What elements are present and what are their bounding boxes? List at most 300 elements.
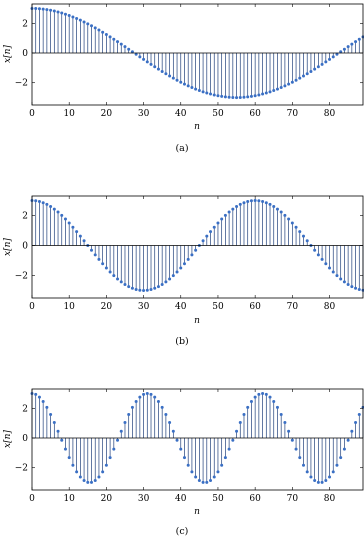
panel-a-marker-7 <box>57 10 60 13</box>
panel-c-marker-57 <box>242 413 245 416</box>
panel-b-marker-24 <box>120 280 123 283</box>
panel-a-marker-55 <box>235 96 238 99</box>
panel-b-ylabel: x[n] <box>3 238 13 256</box>
panel-c-marker-27 <box>131 406 134 409</box>
panel-b <box>3 196 364 347</box>
panel-b-marker-64 <box>269 203 272 206</box>
panel-c-marker-42 <box>187 464 190 467</box>
panel-c-marker-87 <box>354 421 357 424</box>
panel-a-frame <box>32 4 363 105</box>
panel-b-marker-20 <box>105 267 108 270</box>
panel-c-marker-39 <box>176 439 179 442</box>
panel-a-marker-26 <box>127 48 130 51</box>
panel-a-marker-79 <box>324 60 327 63</box>
panel-c-marker-67 <box>280 413 283 416</box>
panel-b-marker-65 <box>272 205 275 208</box>
panel-b-marker-54 <box>231 208 234 211</box>
panel-a-marker-60 <box>254 94 257 97</box>
panel-c-ytick-label--2: −2 <box>14 463 28 474</box>
panel-a-marker-14 <box>83 20 86 23</box>
panel-c-marker-60 <box>254 396 257 399</box>
panel-a-marker-63 <box>265 92 268 95</box>
panel-c-marker-54 <box>231 439 234 442</box>
panel-a-marker-12 <box>75 17 78 20</box>
panel-c-marker-65 <box>272 400 275 403</box>
panel-a-marker-71 <box>295 79 298 82</box>
panel-b-caption: (b) <box>175 336 189 347</box>
panel-b-marker-77 <box>317 253 320 256</box>
panel-a-marker-64 <box>269 90 272 93</box>
panel-c-marker-61 <box>257 393 260 396</box>
panel-b-marker-63 <box>265 201 268 204</box>
panel-a-ylabel: x[n] <box>3 45 13 63</box>
panel-c-marker-58 <box>246 406 249 409</box>
panel-b-marker-8 <box>60 214 63 217</box>
panel-b-marker-18 <box>97 258 100 261</box>
panel-c-marker-49 <box>213 475 216 478</box>
panel-a-marker-56 <box>239 96 242 99</box>
panel-c-marker-35 <box>161 406 164 409</box>
panel-c-marker-15 <box>86 481 89 484</box>
panel-a-marker-49 <box>213 93 216 96</box>
panel-c-marker-4 <box>45 406 48 409</box>
panel-c-marker-24 <box>120 430 123 433</box>
panel-c-marker-72 <box>298 456 301 459</box>
panel-a-marker-5 <box>49 9 52 12</box>
panel-b-xtick-label-30: 30 <box>137 302 150 312</box>
panel-a-marker-86 <box>350 43 353 46</box>
panel-b-marker-67 <box>280 211 283 214</box>
panel-c-xtick-label-80: 80 <box>323 494 336 504</box>
panel-b-xtick-label-60: 60 <box>249 302 261 312</box>
panel-c-marker-32 <box>150 393 153 396</box>
panel-c-marker-52 <box>224 456 227 459</box>
panel-a-marker-10 <box>68 14 71 17</box>
panel-b-marker-6 <box>53 208 56 211</box>
panel-a-marker-80 <box>328 58 331 61</box>
panel-a-marker-51 <box>220 95 223 98</box>
panel-a-marker-3 <box>42 8 45 11</box>
panel-b-marker-55 <box>235 205 238 208</box>
panel-b-marker-57 <box>242 201 245 204</box>
panel-b-marker-56 <box>239 203 242 206</box>
panel-b-marker-82 <box>335 274 338 277</box>
panel-b-marker-17 <box>94 253 97 256</box>
panel-b-marker-5 <box>49 205 52 208</box>
panel-c-marker-45 <box>198 479 201 482</box>
panel-a-marker-8 <box>60 12 63 15</box>
panel-c-marker-85 <box>347 439 350 442</box>
panel-a-marker-50 <box>216 94 219 97</box>
panel-a-marker-17 <box>94 26 97 29</box>
panel-c-marker-44 <box>194 475 197 478</box>
panel-b-marker-88 <box>358 288 361 291</box>
panel-a-marker-29 <box>138 55 141 58</box>
panel-a-marker-72 <box>298 77 301 80</box>
panel-c-marker-13 <box>79 475 82 478</box>
panel-a-marker-70 <box>291 81 294 84</box>
panel-c-marker-78 <box>321 481 324 484</box>
panel-c-marker-8 <box>60 439 63 442</box>
panel-a-caption: (a) <box>175 143 189 154</box>
panel-a-marker-58 <box>246 95 249 98</box>
panel-a-marker-9 <box>64 13 67 16</box>
panel-a-marker-19 <box>101 31 104 34</box>
panel-a-marker-34 <box>157 68 160 71</box>
panel-a-marker-11 <box>71 15 74 18</box>
panel-c-marker-23 <box>116 439 119 442</box>
panel-a-marker-30 <box>142 58 145 61</box>
panel-a-marker-68 <box>283 84 286 87</box>
panel-c-marker-40 <box>179 448 182 451</box>
panel-a-marker-53 <box>228 96 231 99</box>
panel-c-marker-36 <box>164 413 167 416</box>
panel-b-marker-10 <box>68 222 71 225</box>
panel-c-marker-48 <box>209 479 212 482</box>
panel-b-marker-27 <box>131 287 134 290</box>
panel-a-xtick-label-20: 20 <box>100 109 113 119</box>
panel-b-marker-35 <box>161 283 164 286</box>
panel-a-marker-75 <box>309 70 312 73</box>
panel-b-frame <box>32 196 363 298</box>
panel-a-xtick-label-10: 10 <box>63 109 75 119</box>
panel-b-marker-60 <box>254 199 257 202</box>
panel-a-marker-62 <box>261 93 264 96</box>
panel-a-ytick-label--2: −2 <box>14 78 28 89</box>
panel-a-marker-81 <box>332 55 335 58</box>
panel-c-marker-69 <box>287 430 290 433</box>
panel-b-marker-76 <box>313 249 316 252</box>
panel-b-marker-7 <box>57 211 60 214</box>
panel-c-marker-46 <box>202 481 205 484</box>
panel-a-xtick-label-0: 0 <box>29 109 35 119</box>
panel-c-marker-79 <box>324 479 327 482</box>
panel-a-marker-44 <box>194 88 197 91</box>
panel-c-marker-51 <box>220 464 223 467</box>
panel-c-marker-37 <box>168 421 171 424</box>
panel-b-marker-62 <box>261 200 264 203</box>
panel-c-marker-34 <box>157 400 160 403</box>
panel-c-marker-22 <box>112 448 115 451</box>
panel-b-marker-36 <box>164 280 167 283</box>
panel-c-marker-3 <box>42 400 45 403</box>
panel-b-marker-13 <box>79 235 82 238</box>
panel-a-marker-87 <box>354 40 357 43</box>
panel-a-marker-32 <box>150 63 153 66</box>
panel-c-marker-80 <box>328 475 331 478</box>
panel-b-marker-80 <box>328 267 331 270</box>
panel-b-xtick-label-50: 50 <box>212 302 224 312</box>
panel-c-marker-83 <box>339 456 342 459</box>
panel-b-xlabel: n <box>194 316 200 326</box>
panel-a-marker-74 <box>306 72 309 75</box>
panel-c-xtick-label-30: 30 <box>137 494 150 504</box>
panel-a-marker-4 <box>45 8 48 11</box>
panel-a-marker-2 <box>38 7 41 10</box>
panel-c-marker-53 <box>228 448 231 451</box>
panel-b-marker-74 <box>306 239 309 242</box>
panel-a-marker-21 <box>109 35 112 38</box>
panel-c-marker-64 <box>269 396 272 399</box>
panel-b-xtick-label-40: 40 <box>175 302 187 312</box>
panel-b-marker-72 <box>298 230 301 233</box>
panel-c-marker-70 <box>291 439 294 442</box>
panel-c-xtick-label-60: 60 <box>249 494 261 504</box>
panel-c-ytick-label-2: 2 <box>22 404 28 415</box>
panel-c-marker-56 <box>239 421 242 424</box>
panel-c-marker-73 <box>302 464 305 467</box>
panel-c-marker-17 <box>94 479 97 482</box>
panel-b-marker-66 <box>276 208 279 211</box>
panel-c-marker-41 <box>183 456 186 459</box>
panel-c-marker-14 <box>83 479 86 482</box>
panel-c-marker-1 <box>34 393 37 396</box>
panel-b-marker-84 <box>343 280 346 283</box>
panel-c-marker-12 <box>75 470 78 473</box>
panel-a-marker-42 <box>187 84 190 87</box>
panel-b-marker-73 <box>302 235 305 238</box>
panel-b-ticks <box>15 196 363 312</box>
panel-b-ytick-label--2: −2 <box>14 271 28 282</box>
panel-a-marker-13 <box>79 19 82 22</box>
panel-b-marker-30 <box>142 289 145 292</box>
panel-a <box>3 4 364 154</box>
panel-a-marker-15 <box>86 22 89 25</box>
panel-a-marker-41 <box>183 83 186 86</box>
panel-a-marker-36 <box>164 72 167 75</box>
panel-c-marker-55 <box>235 430 238 433</box>
panel-a-marker-25 <box>123 45 126 48</box>
panel-a-marker-16 <box>90 24 93 27</box>
panel-b-marker-25 <box>123 283 126 286</box>
panel-a-marker-38 <box>172 77 175 80</box>
panel-c-marker-63 <box>265 393 268 396</box>
panel-b-marker-9 <box>64 218 67 221</box>
panel-b-marker-79 <box>324 262 327 265</box>
panel-c-marker-71 <box>295 448 298 451</box>
panel-c-frame <box>32 389 363 490</box>
panel-a-marker-54 <box>231 96 234 99</box>
panel-a-marker-40 <box>179 81 182 84</box>
panel-b-marker-2 <box>38 200 41 203</box>
panel-a-marker-37 <box>168 75 171 78</box>
panel-a-marker-33 <box>153 65 156 68</box>
panel-a-marker-45 <box>198 89 201 92</box>
panel-b-marker-26 <box>127 285 130 288</box>
panel-c-marker-29 <box>138 396 141 399</box>
panel-c-marker-16 <box>90 481 93 484</box>
panel-b-marker-23 <box>116 277 119 280</box>
panel-b-marker-59 <box>250 199 253 202</box>
panel-b-marker-19 <box>101 262 104 265</box>
panel-a-marker-6 <box>53 10 56 13</box>
panel-c-marker-74 <box>306 470 309 473</box>
panel-b-marker-48 <box>209 230 212 233</box>
panel-c-marker-7 <box>57 430 60 433</box>
panel-c-marker-31 <box>146 392 149 395</box>
panel-c-marker-10 <box>68 456 71 459</box>
panel-c-marker-76 <box>313 479 316 482</box>
panel-c-marker-18 <box>97 475 100 478</box>
panel-c-marker-26 <box>127 413 130 416</box>
panel-c-marker-81 <box>332 470 335 473</box>
panel-b-marker-3 <box>42 201 45 204</box>
panel-b-xtick-label-0: 0 <box>29 302 35 312</box>
panel-b-marker-71 <box>295 226 298 229</box>
panel-a-marker-18 <box>97 29 100 32</box>
panel-c-marker-59 <box>250 400 253 403</box>
panel-c-marker-11 <box>71 464 74 467</box>
panel-b-xtick-label-70: 70 <box>286 302 299 312</box>
panel-b-marker-16 <box>90 249 93 252</box>
panel-c-marker-38 <box>172 430 175 433</box>
panel-c-caption: (c) <box>175 526 189 537</box>
panel-b-marker-4 <box>45 203 48 206</box>
panel-a-xtick-label-80: 80 <box>323 109 336 119</box>
panel-c-xtick-label-0: 0 <box>29 494 35 504</box>
panel-c-marker-43 <box>190 470 193 473</box>
panel-c-xtick-label-20: 20 <box>100 494 113 504</box>
panel-c-marker-88 <box>358 413 361 416</box>
panel-a-marker-61 <box>257 93 260 96</box>
panel-c-marker-6 <box>53 421 56 424</box>
panel-a-marker-88 <box>358 38 361 41</box>
panel-b-marker-21 <box>109 270 112 273</box>
panel-b-marker-58 <box>246 200 249 203</box>
panel-b-marker-34 <box>157 285 160 288</box>
panel-b-marker-32 <box>150 288 153 291</box>
panel-c-xtick-label-70: 70 <box>286 494 299 504</box>
panel-b-marker-42 <box>187 258 190 261</box>
panel-c-marker-82 <box>335 464 338 467</box>
panel-b-marker-83 <box>339 277 342 280</box>
panel-a-marker-35 <box>161 70 164 73</box>
panel-b-marker-53 <box>228 211 231 214</box>
panel-a-marker-1 <box>34 7 37 10</box>
panel-b-marker-1 <box>34 199 37 202</box>
panel-c-marker-84 <box>343 448 346 451</box>
panel-a-marker-85 <box>347 45 350 48</box>
panel-b-marker-22 <box>112 274 115 277</box>
panel-c-xlabel: n <box>194 507 200 517</box>
panel-c-marker-77 <box>317 481 320 484</box>
panel-a-marker-39 <box>176 79 179 82</box>
panel-a-xtick-label-50: 50 <box>212 109 224 119</box>
panel-a-marker-65 <box>272 89 275 92</box>
panel-c-marker-75 <box>309 475 312 478</box>
panel-b-marker-51 <box>220 218 223 221</box>
panel-c-ylabel: x[n] <box>3 430 13 448</box>
panel-a-marker-47 <box>205 92 208 95</box>
panel-a-marker-57 <box>242 96 245 99</box>
panel-a-xtick-label-60: 60 <box>249 109 261 119</box>
panel-a-marker-23 <box>116 40 119 43</box>
panel-b-marker-37 <box>168 277 171 280</box>
panel-c-xtick-label-50: 50 <box>212 494 224 504</box>
panel-b-marker-69 <box>287 218 290 221</box>
panel-b-ytick-label-2: 2 <box>22 211 28 222</box>
panel-b-marker-46 <box>202 239 205 242</box>
panel-c-marker-68 <box>283 421 286 424</box>
panel-a-marker-76 <box>313 68 316 71</box>
panel-b-marker-43 <box>190 253 193 256</box>
panel-a-marker-69 <box>287 83 290 86</box>
panel-c-xtick-label-10: 10 <box>63 494 75 504</box>
panel-b-marker-68 <box>283 214 286 217</box>
panel-c-marker-21 <box>109 456 112 459</box>
panel-b-marker-31 <box>146 289 149 292</box>
panel-b-xtick-label-80: 80 <box>323 302 336 312</box>
panel-c-marker-2 <box>38 396 41 399</box>
panel-c-marker-25 <box>123 421 126 424</box>
panel-a-marker-31 <box>146 60 149 63</box>
panel-c-marker-20 <box>105 464 108 467</box>
panel-b-ytick-label-0: 0 <box>22 241 28 252</box>
panel-b-marker-29 <box>138 289 141 292</box>
panel-b-marker-49 <box>213 226 216 229</box>
panel-c-marker-66 <box>276 406 279 409</box>
panel-b-marker-78 <box>321 258 324 261</box>
panel-a-marker-46 <box>202 90 205 93</box>
panel-c-marker-86 <box>350 430 353 433</box>
panel-b-marker-50 <box>216 222 219 225</box>
panel-b-marker-85 <box>347 283 350 286</box>
panel-b-marker-33 <box>153 287 156 290</box>
panel-a-ytick-label-2: 2 <box>22 19 28 30</box>
panel-b-marker-44 <box>194 249 197 252</box>
panel-c-marker-30 <box>142 393 145 396</box>
panel-a-marker-66 <box>276 88 279 91</box>
panel-c-marker-9 <box>64 448 67 451</box>
panel-b-marker-38 <box>172 274 175 277</box>
panel-a-xlabel: n <box>194 122 200 132</box>
panel-c <box>3 389 364 537</box>
panel-b-marker-81 <box>332 270 335 273</box>
panel-a-marker-73 <box>302 75 305 78</box>
panel-c-ytick-label-0: 0 <box>22 434 28 445</box>
panel-b-marker-52 <box>224 214 227 217</box>
panel-a-xtick-label-30: 30 <box>137 109 150 119</box>
panel-b-marker-39 <box>176 270 179 273</box>
panel-b-marker-40 <box>179 267 182 270</box>
panel-a-marker-24 <box>120 43 123 46</box>
panel-b-marker-70 <box>291 222 294 225</box>
panel-c-xtick-label-40: 40 <box>175 494 187 504</box>
panel-a-xtick-label-70: 70 <box>286 109 299 119</box>
panel-c-marker-28 <box>135 400 138 403</box>
panel-b-marker-41 <box>183 262 186 265</box>
panel-a-marker-52 <box>224 95 227 98</box>
panel-a-ytick-label-0: 0 <box>22 49 28 60</box>
panel-b-marker-11 <box>71 226 74 229</box>
panel-b-marker-61 <box>257 199 260 202</box>
panel-c-marker-47 <box>205 481 208 484</box>
panel-c-marker-5 <box>49 413 52 416</box>
panel-b-marker-86 <box>350 285 353 288</box>
panel-b-marker-28 <box>135 288 138 291</box>
panel-a-marker-48 <box>209 93 212 96</box>
panel-a-marker-77 <box>317 65 320 68</box>
panel-b-marker-14 <box>83 239 86 242</box>
panel-b-marker-12 <box>75 230 78 233</box>
panel-a-marker-43 <box>190 86 193 89</box>
panel-b-marker-47 <box>205 235 208 238</box>
panel-a-marker-22 <box>112 38 115 41</box>
panel-a-marker-20 <box>105 33 108 36</box>
panel-a-xtick-label-40: 40 <box>175 109 187 119</box>
panel-b-xtick-label-20: 20 <box>100 302 113 312</box>
panel-c-marker-33 <box>153 396 156 399</box>
